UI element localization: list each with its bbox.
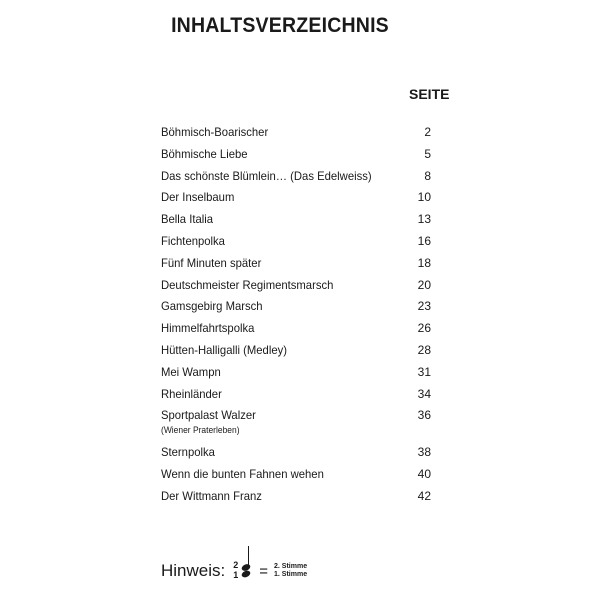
toc-entry[interactable] xyxy=(161,444,431,466)
entry-page: 8 xyxy=(424,168,431,183)
toc-entry[interactable] xyxy=(161,168,431,190)
entry-title: Himmelfahrtspolka xyxy=(161,321,255,336)
toc-entry[interactable] xyxy=(161,298,431,320)
toc-entry[interactable] xyxy=(161,189,431,211)
entry-title: Böhmische Liebe xyxy=(161,146,248,161)
entry-page: 34 xyxy=(417,386,431,401)
entry-title: Bella Italia xyxy=(161,212,214,227)
voice-hint xyxy=(161,558,307,584)
entry-page: 40 xyxy=(417,467,431,482)
toc-entry[interactable] xyxy=(161,277,431,299)
entry-page: 23 xyxy=(417,299,431,314)
lower-voice-number: 1 xyxy=(233,570,239,580)
lower-voice-text: 1. Stimme xyxy=(274,571,308,578)
entry-title: Sternpolka xyxy=(161,445,215,460)
toc-entry[interactable] xyxy=(161,211,431,233)
upper-voice-text: 2. Stimme xyxy=(274,563,308,570)
entry-title: Fichtenpolka xyxy=(161,233,225,248)
toc-entry[interactable] xyxy=(161,407,431,444)
entry-title: Der Wittmann Franz xyxy=(161,488,262,503)
entry-page: 20 xyxy=(417,277,431,292)
entry-page: 31 xyxy=(417,364,431,379)
equals-sign: = xyxy=(259,562,269,580)
entry-page: 36 xyxy=(417,408,431,423)
page-column-header: SEITE xyxy=(409,86,450,102)
voice-notation-icon xyxy=(233,558,255,584)
entry-page: 10 xyxy=(417,190,431,205)
toc-entry[interactable] xyxy=(161,342,431,364)
voice-legend xyxy=(274,563,307,579)
entry-subtitle: (Wiener Praterleben) xyxy=(161,425,240,436)
toc-entry[interactable] xyxy=(161,466,431,488)
entry-title: Fünf Minuten später xyxy=(161,255,262,270)
entry-page: 26 xyxy=(417,321,431,336)
entry-page: 28 xyxy=(417,342,431,357)
entry-page: 16 xyxy=(417,233,431,248)
toc-entry[interactable] xyxy=(161,386,431,408)
entry-title: Mei Wampn xyxy=(161,364,221,379)
entry-title: Rheinländer xyxy=(161,386,222,401)
toc-entry[interactable] xyxy=(161,488,431,510)
entry-page: 42 xyxy=(417,488,431,503)
entry-title: Böhmisch-Boarischer xyxy=(161,125,269,139)
toc-entry[interactable] xyxy=(161,255,431,277)
toc-entry[interactable] xyxy=(161,320,431,342)
entry-title: Hütten-Halligalli (Medley) xyxy=(161,342,288,357)
entry-title: Sportpalast Walzer xyxy=(161,408,256,423)
toc-entry[interactable] xyxy=(161,233,431,255)
toc-entry[interactable] xyxy=(161,124,431,146)
toc-entry[interactable] xyxy=(161,364,431,386)
entry-title: Deutschmeister Regimentsmarsch xyxy=(161,277,334,292)
note-heads-icon xyxy=(241,564,251,578)
upper-voice-number: 2 xyxy=(233,560,239,570)
entry-title: Das schönste Blümlein… (Das Edelweiss) xyxy=(161,168,372,183)
entry-page: 5 xyxy=(424,146,431,161)
entry-page: 13 xyxy=(417,212,431,227)
entry-title: Der Inselbaum xyxy=(161,190,235,205)
entry-page: 2 xyxy=(424,125,431,139)
toc-entry[interactable] xyxy=(161,146,431,168)
entry-title-block xyxy=(161,407,256,436)
page-title: INHALTSVERZEICHNIS xyxy=(171,14,389,37)
entry-page: 38 xyxy=(417,445,431,460)
entry-page: 18 xyxy=(417,255,431,270)
entry-title: Gamsgebirg Marsch xyxy=(161,299,263,314)
hint-label: Hinweis: xyxy=(161,561,226,580)
entry-title: Wenn die bunten Fahnen wehen xyxy=(161,467,324,482)
table-of-contents xyxy=(161,124,431,510)
